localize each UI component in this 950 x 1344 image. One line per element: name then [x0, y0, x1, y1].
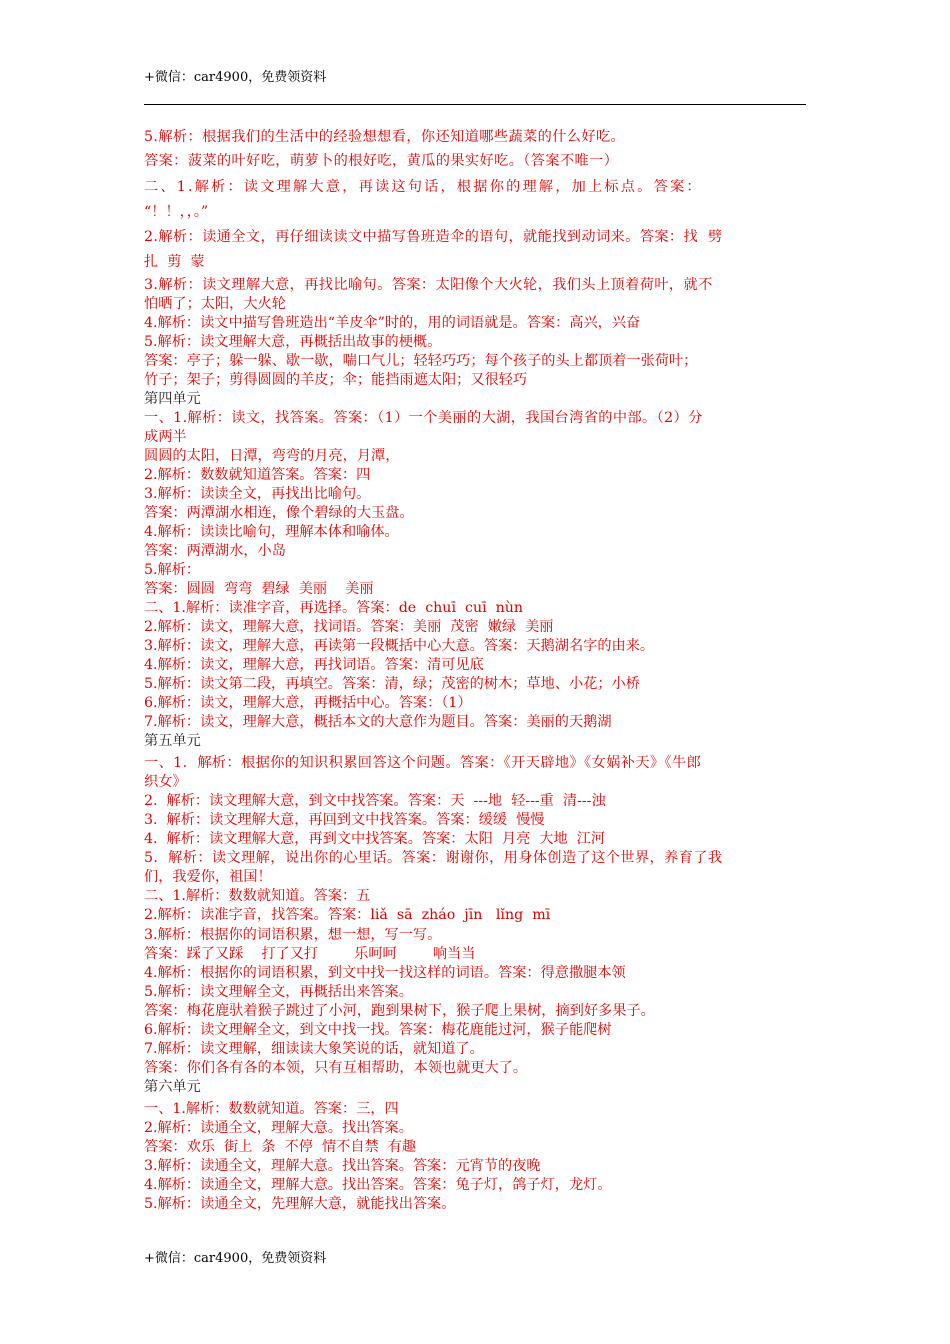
- answer-line: 5.解析：根据我们的生活中的经验想想看，你还知道哪些蔬菜的什么好吃。: [144, 129, 626, 145]
- answer-line: 答案：圆圆 弯弯 碧绿 美丽 美丽: [144, 581, 374, 597]
- answer-line: 3.解析：读通全文，理解大意。找出答案。答案：元宵节的夜晚: [144, 1158, 541, 1174]
- answer-line: 4.解析：根据你的词语积累，到文中找一找这样的词语。答案：得意撒腿本领: [144, 965, 626, 981]
- answer-line: 4.解析：读文，理解大意，再找词语。答案：清可见底: [144, 657, 484, 673]
- answer-line: 答案：你们各有各的本领，只有互相帮助，本领也就更大了。: [144, 1060, 528, 1076]
- answer-line: 答案：两潭湖水，小岛: [144, 543, 286, 559]
- answer-line: 2.解析：读准字音，找答案。答案：liǎ sā zháo jīn lǐng mī: [144, 907, 551, 923]
- answer-line: 3.解析：根据你的词语积累，想一想，写一写。: [144, 927, 442, 943]
- answer-line: 圆圆的太阳，日潭，弯弯的月亮，月潭，: [144, 448, 400, 464]
- answer-line: 一、1.解析：数数就知道。答案：三，四: [144, 1101, 399, 1117]
- answer-line: 怕晒了；太阳，大火轮: [144, 296, 286, 312]
- answer-line: 二、1.解析：数数就知道。答案：五: [144, 888, 371, 904]
- answer-line: 3.解析：读读全文，再找出比喻句。: [144, 486, 371, 502]
- answer-line: 4. 解析：读文理解大意，再到文中找答案。答案：太阳 月亮 大地 江河: [144, 831, 606, 847]
- answer-line: 答案：梅花鹿驮着猴子跳过了小河，跑到果树下，猴子爬上果树，摘到好多果子。: [144, 1003, 655, 1019]
- unit-heading-4: 第四单元: [144, 391, 201, 407]
- answer-line: 答案：亭子；躲一躲、歇一歇，喘口气儿；轻轻巧巧；每个孩子的头上都顶着一张荷叶；: [144, 353, 698, 369]
- answer-line: 2.解析：读通全文，理解大意。找出答案。: [144, 1120, 413, 1136]
- answer-line: 5.解析：读文理解大意，再概括出故事的梗概。: [144, 334, 442, 350]
- answer-line: 3. 解析：读文理解大意，再回到文中找答案。答案：缓缓 慢慢: [144, 812, 545, 828]
- answer-line: 答案：两潭湖水相连，像个碧绿的大玉盘。: [144, 505, 414, 521]
- page-header: +微信：car4900，免费领资料: [144, 70, 327, 85]
- answer-line: 5.解析：读文第二段，再填空。答案：清，绿；茂密的树木；草地、小花；小桥: [144, 676, 640, 692]
- answer-line: 3.解析：读文理解大意，再找比喻句。答案：太阳像个大火轮，我们头上顶着荷叶，就不: [144, 277, 713, 293]
- header-divider: [144, 104, 806, 105]
- answer-line: 扎 剪 蒙: [144, 254, 205, 270]
- answer-line: 答案：欢乐 街上 条 不停 情不自禁 有趣: [144, 1139, 417, 1155]
- answer-line: 7.解析：读文，理解大意，概括本文的大意作为题目。答案：美丽的天鹅湖: [144, 714, 612, 730]
- answer-line: 成两半: [144, 429, 187, 445]
- unit-heading-6: 第六单元: [144, 1079, 201, 1095]
- answer-line: 6.解析：读文理解全文，到文中找一找。答案：梅花鹿能过河，猴子能爬树: [144, 1022, 612, 1038]
- answer-line: 5.解析：读文理解全文，再概括出来答案。: [144, 984, 413, 1000]
- answer-line: 4.解析：读文中描写鲁班造出“羊皮伞”时的，用的词语就是。答案：高兴，兴奋: [144, 315, 641, 331]
- answer-line: “！！，，。”: [144, 204, 209, 220]
- answer-line: 织女》: [144, 774, 187, 790]
- answer-line: 2.解析：读文，理解大意，找词语。答案：美丽 茂密 嫩绿 美丽: [144, 619, 554, 635]
- answer-line: 一、1.解析：读文，找答案。答案：（1）一个美丽的大湖，我国台湾省的中部。（2）分: [144, 410, 703, 426]
- answer-line: 2. 解析：读文理解大意，到文中找答案。答案：天 ---地 轻---重 清---浊: [144, 793, 606, 809]
- answer-line: 4.解析：读通全文，理解大意。找出答案。答案：兔子灯，鸽子灯，龙灯。: [144, 1177, 612, 1193]
- page-footer: +微信：car4900，免费领资料: [144, 1251, 327, 1266]
- answer-line: 们，我爱你，祖国！: [144, 869, 272, 885]
- answer-line: 5.解析：: [144, 562, 201, 578]
- answer-line: 5. 解析：读文理解，说出你的心里话。答案：谢谢你，用身体创造了这个世界，养育了我: [144, 850, 723, 866]
- answer-line: 7.解析：读文理解，细读读大象笑说的话，就知道了。: [144, 1041, 484, 1057]
- answer-line: 一、1. 解析：根据你的知识积累回答这个问题。答案：《开天辟地》《女娲补天》《牛郎: [144, 755, 702, 771]
- answer-line: 二、1.解析：读准字音，再选择。答案：de chuī cuī nùn: [144, 600, 524, 616]
- answer-line: 答案：菠菜的叶好吃，萌萝卜的根好吃，黄瓜的果实好吃。（答案不唯一）: [144, 153, 619, 169]
- answer-line: 2.解析：数数就知道答案。答案：四: [144, 467, 371, 483]
- answer-line: 3.解析：读文，理解大意，再读第一段概括中心大意。答案：天鹅湖名字的由来。: [144, 638, 655, 654]
- answer-line: 5.解析：读通全文，先理解大意，就能找出答案。: [144, 1196, 456, 1212]
- answer-line: 二、1.解析：读文理解大意，再读这句话，根据你的理解，加上标点。答案：: [144, 179, 703, 195]
- answer-line: 6.解析：读文，理解大意，再概括中心。答案：（1）: [144, 695, 472, 711]
- answer-line: 竹子；架子；剪得圆圆的羊皮；伞；能挡雨遮太阳；又很轻巧: [144, 372, 528, 388]
- unit-heading-5: 第五单元: [144, 733, 201, 749]
- answer-line: 4.解析：读读比喻句，理解本体和喻体。: [144, 524, 399, 540]
- answer-line: 答案：踩了又踩 打了又打 乐呵呵 响当当: [144, 946, 476, 962]
- answer-line: 2.解析：读通全文，再仔细读读文中描写鲁班造伞的语句，就能找到动词来。答案：找 劈: [144, 229, 723, 245]
